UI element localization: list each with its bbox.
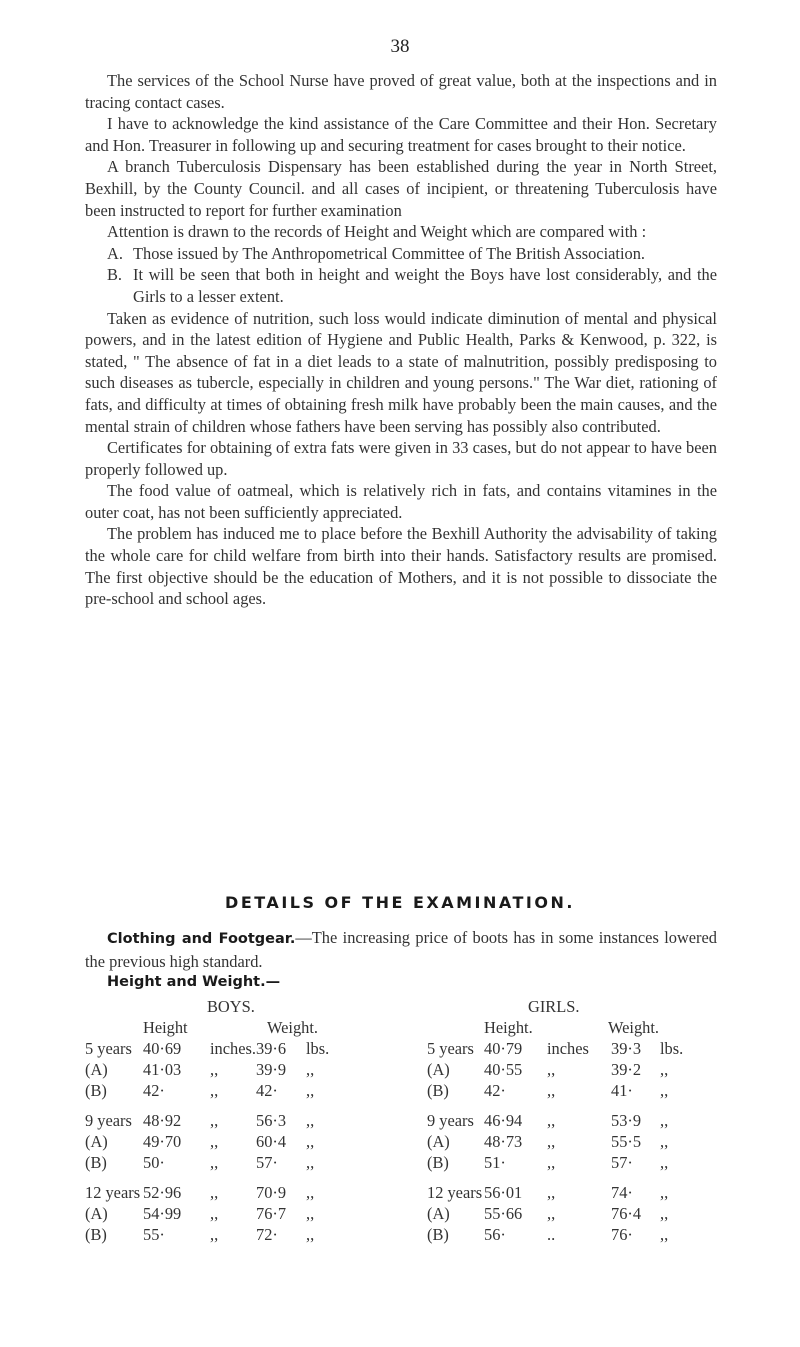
girls-table-cell-weight: 55·5 xyxy=(611,1132,642,1151)
girls-table-cell-height: 56· xyxy=(484,1225,506,1244)
boys-table-cell-height: 50· xyxy=(143,1153,165,1172)
boys-table-cell-height: 54·99 xyxy=(143,1204,182,1223)
page-number: 38 xyxy=(390,36,410,57)
paragraph: The food value of oatmeal, which is relatively rich in fats, and contains vitamines in the outer coat, has not been sufficiently appreciated. xyxy=(85,481,717,522)
girls-table-cell-weight: 39·2 xyxy=(611,1060,642,1079)
girls-table-cell-height: 55·66 xyxy=(484,1204,523,1223)
boys-table-cell-weight: 76·7 xyxy=(256,1204,287,1223)
girls-table-cell-w-unit: ,, xyxy=(660,1132,669,1151)
girls-table-cell-label: (A) xyxy=(427,1060,450,1079)
paragraph: Certificates for obtaining of extra fats were given in 33 cases, but do not appear to have been properly followed up. xyxy=(85,438,717,479)
paragraph: The problem has induced me to place before the Bexhill Authority the advisability of taking the whole care for child welfare from birth into their hands. Satisfactory results are promised. The first objective should be the education of Mothers, and it is not possible to dissociate the pre-school and school ages. xyxy=(85,524,717,609)
boys-table-cell-height: 52·96 xyxy=(143,1183,182,1202)
boys-table-cell-weight: 39·6 xyxy=(256,1039,287,1058)
boys-table-cell-height: 48·92 xyxy=(143,1111,182,1130)
paragraph: The services of the School Nurse have proved of great value, both at the inspections and in tracing contact cases. xyxy=(85,71,717,112)
girls-table-cell-w-unit: ,, xyxy=(660,1060,669,1079)
boys-table-cell-h-unit: ,, xyxy=(210,1132,219,1151)
girls-title: GIRLS. xyxy=(528,997,580,1016)
boys-table-cell-w-unit: lbs. xyxy=(306,1039,330,1058)
boys-table-cell-w-unit: ,, xyxy=(306,1132,315,1151)
boys-table-cell-w-unit: ,, xyxy=(306,1204,315,1223)
clothing-lead: Clothing and Footgear. xyxy=(107,931,296,947)
girls-table-cell-h-unit: ,, xyxy=(547,1132,556,1151)
boys-table-cell-h-unit: ,, xyxy=(210,1111,219,1130)
boys-table-cell-weight: 72· xyxy=(256,1225,278,1244)
boys-table-cell-w-unit: ,, xyxy=(306,1060,315,1079)
boys-weight-header: Weight. xyxy=(267,1018,319,1037)
boys-table-cell-height: 42· xyxy=(143,1081,165,1100)
boys-table-cell-label: (A) xyxy=(85,1132,108,1151)
clothing-paragraph xyxy=(85,927,717,972)
girls-table-cell-label: 5 years xyxy=(427,1039,474,1058)
girls-table-cell-height: 40·79 xyxy=(484,1039,523,1058)
boys-table-cell-h-unit: ,, xyxy=(210,1081,219,1100)
girls-table-cell-height: 48·73 xyxy=(484,1132,523,1151)
girls-table-cell-label: (A) xyxy=(427,1132,450,1151)
girls-table-cell-label: 12 years xyxy=(427,1183,483,1202)
boys-table-cell-label: 5 years xyxy=(85,1039,132,1058)
boys-table-cell-label: (A) xyxy=(85,1060,108,1079)
girls-table-cell-height: 51· xyxy=(484,1153,506,1172)
list-mark: A. xyxy=(107,243,123,263)
boys-table-cell-w-unit: ,, xyxy=(306,1111,315,1130)
boys-table-cell-height: 49·70 xyxy=(143,1132,182,1151)
boys-table-cell-w-unit: ,, xyxy=(306,1225,315,1244)
list-item xyxy=(85,264,717,307)
boys-table-cell-h-unit: inches. xyxy=(210,1039,256,1058)
girls-table-cell-weight: 76·4 xyxy=(611,1204,642,1223)
girls-table-cell-h-unit: ,, xyxy=(547,1153,556,1172)
girls-table-cell-label: (B) xyxy=(427,1153,449,1172)
boys-table-cell-label: 12 years xyxy=(85,1183,141,1202)
girls-height-header: Height. xyxy=(484,1018,533,1037)
boys-table-cell-weight: 42· xyxy=(256,1081,278,1100)
boys-table-cell-h-unit: ,, xyxy=(210,1225,219,1244)
height-weight-lead: Height and Weight.— xyxy=(107,974,281,990)
girls-table-cell-label: (B) xyxy=(427,1081,449,1100)
girls-table-cell-h-unit: ,, xyxy=(547,1183,556,1202)
girls-table-cell-height: 46·94 xyxy=(484,1111,523,1130)
boys-table-cell-height: 55· xyxy=(143,1225,165,1244)
boys-table-cell-weight: 39·9 xyxy=(256,1060,287,1079)
girls-table-cell-w-unit: ,, xyxy=(660,1111,669,1130)
paragraph: A branch Tuberculosis Dispensary has been established during the year in North Street, Bexhill, by the County Council. and all cases of incipient, or threatening Tuberculosis have been instructed to report for further examination xyxy=(85,157,717,220)
boys-table-cell-h-unit: ,, xyxy=(210,1153,219,1172)
girls-table-cell-w-unit: ,, xyxy=(660,1225,669,1244)
boys-table-cell-weight: 70·9 xyxy=(256,1183,287,1202)
boys-table-cell-label: (B) xyxy=(85,1153,107,1172)
body-text xyxy=(85,70,717,610)
girls-table-cell-weight: 57· xyxy=(611,1153,633,1172)
boys-table-cell-w-unit: ,, xyxy=(306,1183,315,1202)
boys-table-cell-weight: 60·4 xyxy=(256,1132,287,1151)
girls-table-cell-height: 56·01 xyxy=(484,1183,523,1202)
clothing-text: —The increasing price of boots has in some instances lowered the previous high standard. xyxy=(85,928,717,971)
girls-table-cell-w-unit: ,, xyxy=(660,1153,669,1172)
girls-table-cell-h-unit: inches xyxy=(547,1039,589,1058)
girls-table-cell-w-unit: ,, xyxy=(660,1204,669,1223)
section-heading: DETAILS OF THE EXAMINATION. xyxy=(225,893,575,912)
boys-table-cell-h-unit: ,, xyxy=(210,1204,219,1223)
girls-table-cell-w-unit: ,, xyxy=(660,1081,669,1100)
paragraph: I have to acknowledge the kind assistance of the Care Committee and their Hon. Secretary and Hon. Treasurer in following up and securing treatment for cases brought to their notice. xyxy=(85,114,717,155)
boys-table-cell-h-unit: ,, xyxy=(210,1183,219,1202)
boys-table-cell-weight: 56·3 xyxy=(256,1111,287,1130)
boys-table-cell-height: 40·69 xyxy=(143,1039,182,1058)
paragraph: Taken as evidence of nutrition, such loss would indicate diminution of mental and physical powers, and in the latest edition of Hygiene and Public Health, Parks & Kenwood, p. 322, is stated, " The absence of fat in a diet leads to a state of malnutrition, possibly predisposing to such diseases as tubercle, especially in children and young persons." The War diet, rationing of fats, and difficulty at times of obtaining fresh milk have probably been the main causes, and the mental strain of children whose fathers have been serving has possibly also contributed. xyxy=(85,308,717,436)
boys-table-cell-label: (B) xyxy=(85,1225,107,1244)
boys-title: BOYS. xyxy=(207,997,255,1016)
paragraph: Attention is drawn to the records of Height and Weight which are compared with : xyxy=(107,222,647,242)
girls-table-cell-weight: 53·9 xyxy=(611,1111,642,1130)
girls-table-cell-height: 40·55 xyxy=(484,1060,523,1079)
girls-table-cell-label: (B) xyxy=(427,1225,449,1244)
boys-table-cell-label: 9 years xyxy=(85,1111,132,1130)
list-text: Those issued by The Anthropometrical Committee of The British Association. xyxy=(133,243,645,263)
girls-table-cell-weight: 41· xyxy=(611,1081,633,1100)
girls-table-cell-w-unit: lbs. xyxy=(660,1039,684,1058)
boys-table-cell-label: (A) xyxy=(85,1204,108,1223)
girls-table-cell-w-unit: ,, xyxy=(660,1183,669,1202)
boys-table-cell-label: (B) xyxy=(85,1081,107,1100)
list-text: It will be seen that both in height and weight the Boys have lost considerably, and the Girls to a lesser extent. xyxy=(133,265,717,306)
boys-table-cell-height: 41·03 xyxy=(143,1060,182,1079)
girls-table-cell-h-unit: ,, xyxy=(547,1204,556,1223)
boys-table-cell-w-unit: ,, xyxy=(306,1153,315,1172)
list-mark: B. xyxy=(107,265,123,285)
girls-table-cell-weight: 76· xyxy=(611,1225,633,1244)
girls-table-cell-weight: 74· xyxy=(611,1183,633,1202)
boys-table-cell-h-unit: ,, xyxy=(210,1060,219,1079)
boys-table-cell-weight: 57· xyxy=(256,1153,278,1172)
girls-table-cell-label: (A) xyxy=(427,1204,450,1223)
girls-table-cell-h-unit: ,, xyxy=(547,1081,556,1100)
girls-table-cell-h-unit: ,, xyxy=(547,1111,556,1130)
list-item xyxy=(85,243,717,265)
boys-table-cell-w-unit: ,, xyxy=(306,1081,315,1100)
girls-table-cell-height: 42· xyxy=(484,1081,506,1100)
girls-table-cell-h-unit: .. xyxy=(547,1225,556,1244)
girls-weight-header: Weight. xyxy=(608,1018,660,1037)
girls-table-cell-label: 9 years xyxy=(427,1111,474,1130)
girls-table-cell-h-unit: ,, xyxy=(547,1060,556,1079)
boys-height-header: Height xyxy=(143,1018,188,1037)
girls-table-cell-weight: 39·3 xyxy=(611,1039,642,1058)
